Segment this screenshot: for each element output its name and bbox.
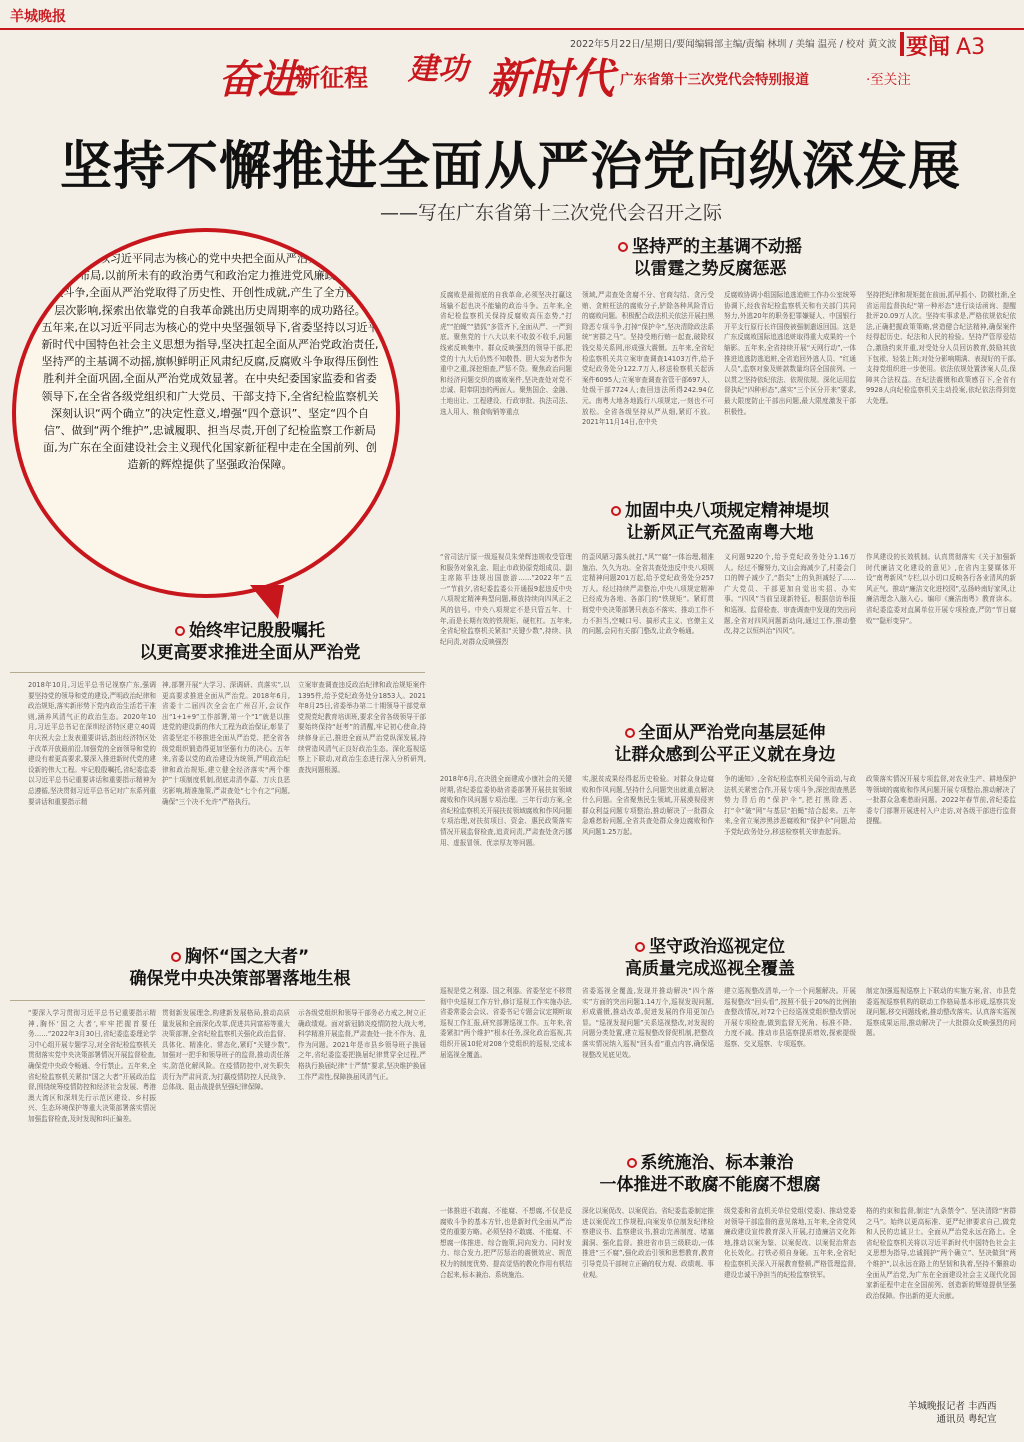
section-title-line-2: 让群众感到公平正义就在身边 xyxy=(614,745,836,765)
bubble-tail xyxy=(250,585,284,619)
body-column: 政策落实情况开展专项监督,对农业生产、耕地保护等领域的腐败和作风问题开展专项整治,推动解决了一批群众急难愁盼问题。2022年春节前,省纪委监委专门部署开展进村入户走访,对各级干部进行监督提醒。 xyxy=(866,775,1016,826)
banner-report-name: 广东省第十三次党代会特别报道 xyxy=(620,72,809,88)
section-tag xyxy=(906,30,985,61)
body-column: 示各级党组织和领导干部务必力戒之,树立正确政绩观。面对新冠肺炎疫情防控大战大考,科学精准开展监督,严肃查处一批不作为、乱作为问题。2021年是市县乡领导班子换届之年,省纪委监委把换届纪律贯穿全过程,严格执行换届纪律“十严禁”要求,坚决维护换届工作严肃性,保障换届风清气正。 xyxy=(298,1009,426,1081)
body-column: 一体推进不敢腐、不能腐、不想腐,不仅是反腐败斗争的基本方针,也是新时代全面从严治党的重要方略。必须坚持不敢腐、不能腐、不想腐一体推进、综合施策,同向发力、同时发力、综合发力,把严厉惩治的震慑效应、规范权力的制度优势、提高觉悟的教化作用有机结合起来,标本兼治、系统施治。 xyxy=(440,1207,572,1279)
lead-bubble xyxy=(12,228,400,598)
section-title-line-2: 高质量完成巡视全覆盖 xyxy=(625,959,795,979)
dateline: 2022年5月22日/星期日/要闻编辑部主编/责编 林圳 / 美编 温亮 / 校对 黄文波 xyxy=(570,39,897,50)
circle-bullet-icon xyxy=(627,1158,637,1168)
section-title-1 xyxy=(560,236,860,280)
section-title-line-1: 坚持严的主基调不动摇 xyxy=(560,236,860,258)
body-column: 省委巡视全覆盖,发现并推动解决“四个落实”方面的突出问题1.14万个,巡视发现问题,形成震慑,推动改革,促进发展的作用更加凸显。“巡视发现问题”关系巡视整改,对发现的问题分类处置,建立巡视整改督促机制,把整改落实情况纳入巡视“回头看”重点内容,确保巡视整改见底见效。 xyxy=(582,987,714,1059)
body-column: 争的通知》,全省纪检监察机关闻令而动,与政法机关紧密合作,开展专项斗争,深挖彻查黑恶势力背后的“保护伞”,把打黑除恶、打“伞”破“网”与基层“拍蝇”结合起来。五年来,全省立案涉黑涉恶腐败和“保护伞”问题,给予党纪政务处分,移送检察机关审查起诉。 xyxy=(724,775,856,836)
byline-reporter: 羊城晚报记者 丰西西 xyxy=(908,1401,997,1412)
body-column: 反腐败协调小组国际追逃追赃工作办公室统筹协调下,经我省纪检监察机关和有关部门共同努力,外逃20年的职务犯罪嫌疑人、中国银行开平支行原行长许国俊被强制遣返回国。这是广东反腐败国际追逃追赃取得重大成果的一个缩影。五年来,全省持续开展“天网行动”,一体推进追逃防逃追赃,全省追回外逃人员、“红通人员”,监察对象及赃款数量均居全国前列。一以贯之坚持依纪依法、依规依规。深化运用监督执纪“四种形态”,落实“三个区分开来”要求,最大限度防止干部出问题,最大限度激发干部积极性。 xyxy=(724,291,856,416)
section-title-line-2: 确保党中央决策部署落地生根 xyxy=(129,969,351,989)
circle-bullet-icon xyxy=(625,728,635,738)
body-column: 2018年6月,在决胜全面建成小康社会的关键时期,省纪委监委协助省委部署开展扶贫领域腐败和作风问题专项治理。三年行动方案,全省纪检监察机关开展扶贫领域腐败和作风问题专项治理,对扶贫项目、资金、惠民政策落实情况开展监督检查,追责问责,严肃查处贪污挪用、虚报冒领、优亲厚友等问题。 xyxy=(440,775,572,847)
circle-bullet-icon xyxy=(171,952,181,962)
masthead xyxy=(0,0,1024,110)
body-column: “省司法厅原一级巡视员朱荣辉违规收受管理和服务对象礼金、阻止市政协原党组成员、副主席陈平违规出国旅游……”2022年“五一”节前夕,省纪委监委公开通报9起违反中央八项规定精神典型问题,释放持续向四风正之风的信号。中央八项规定不是只管五年、十年,而是长期有效的铁规矩、硬杠杠。五年来,全省纪检监察机关紧扣“关键少数”,持续、执纪问责,对群众反映强烈 xyxy=(440,553,572,646)
section-title-line-1: 加固中央八项规定精神堤坝 xyxy=(560,500,880,522)
body-column: 的歪风陋习露头就打,“风”“腐”一体治理,精准施治、久久为功。全省共查处违反中央八项规定精神问题201万起,给予党纪政务处分257万人。经过持续严肃整治,中央八项规定精神已经成为各地、各部门的“铁规矩”。紧盯贯彻党中央决策部署只表态不落实、推动工作不力不担当,空喊口号、搞形式主义、官僚主义的问题,会同有关部门整改,让政令畅通。 xyxy=(582,553,714,636)
body-column: 领域,严肃查处贪腐不分、官商勾结、贪污受贿、贪赃枉法的腐败分子,铲除各种风险背后的腐败问题。积极配合政法机关依法开展扫黑除恶专项斗争,打掉“保护伞”,坚决清除政法系统“害群之马”。坚持受贿行贿一起查,破除权钱交易关系网,形成强大震慑。五年来,全省纪检监察机关共立案审查调查14103万件,给予党纪政务处分122.7万人,移送检察机关起诉案件6095人;立案审查调查省管干部697人、处级干部7724人;查回违法所得242.94亿元。南粤大地各地践行八项规定,一刻也不可放松。全省各级坚持从严从细,紧盯不放。2021年11月14日,在中央 xyxy=(582,291,714,427)
body-column: 建立巡视整改清单,一个一个问题解决。开展巡视整改“回头看”,按照不低于20%的比例抽查整改情况,对72个已经巡视党组织整改情况开展专项检查,做到监督无死角、标准不降、力度不减。推动市县巡察提质增效,探索提级巡察、交叉巡察、专项巡察。 xyxy=(724,987,856,1048)
section-title-line-1: 始终牢记殷殷嘱托 xyxy=(90,620,410,642)
body-column: 义问题9220个,给予党纪政务处分1.16万人。经过不懈努力,文山会海减少了,村委会门口的牌子减少了,“指尖”上的负担减轻了……广大党员、干部更加自觉出实招、办实事。“四风”当前呈现新特征。根据信访举报和巡视、监督检查、审查调查中发现的突出问题,全省对四风问题新动向,通过工作,推动整改,持之以恒纠治“四风”。 xyxy=(724,553,856,636)
lead-paragraph-1: 进入新时代,以习近平同志为核心的党中央把全面从严治党纳入“四个全面”战略布局,以前所未有的政治勇气和政治定力推进党风廉政建设和反腐败斗争,全面从严治党取得了历史性、开创性成就,产生了全方位、深层次影响,探索出依靠党的自我革命跳出历史周期率的成功路径。 xyxy=(40,252,380,317)
body-column: 作风建设的长效机制。认真贯彻落实《关于加强新时代廉洁文化建设的意见》,在省内主要媒体开设“南粤新风”专栏,以小切口反映各行各业清风的新风正气。推动“廉洁文化进校园”,弘扬岭南好家风,让廉洁理念入脑入心。编印《廉洁南粤》教育读本。省纪委监委对直属单位开展专项检查,严防“节日腐败”“隐形变异”。 xyxy=(866,553,1016,625)
banner-column: ·至关注 xyxy=(866,72,911,88)
banner-word-1: 奋进 xyxy=(218,56,298,103)
section-title-7 xyxy=(560,1152,860,1196)
byline xyxy=(908,1400,997,1426)
body-column: 2018年10月,习近平总书记视察广东,强调要坚持党的领导和党的建设,严明政治纪律和政治规矩,落实新形势下党内政治生活若干准则,涵养风清气正的政治生态。2020年10月,习近平总书记在深圳经济特区建立40周年庆祝大会上发表重要讲话,指出经济特区处于改革开放最前沿,加强党的全面领导和党的建设有着更高要求,要深入推进新时代党的建设新的伟大工程。牢记殷殷嘱托,省纪委监委以习近平总书记重要讲话和重要指示精神为总遵循,坚决贯彻习近平总书记对广东系列重要讲话和重要指示精 xyxy=(28,681,156,806)
section-title-6 xyxy=(560,936,860,980)
page-headline: 坚持不懈推进全面从严治党向纵深发展 xyxy=(60,137,962,197)
body-column: 深化以案促改、以案促治。省纪委监委制定推进以案促改工作规程,向案发单位制发纪律检察建议书、监察建议书,推动完善制度、堵塞漏洞、强化监督。推进省市县三级联动,一体推进“三不腐”,强化政治引领和思想教育,教育引导党员干部树立正确的权力观、政绩观、事业观。 xyxy=(582,1207,714,1279)
body-column: 立案审查调查违反政治纪律和政治规矩案件1395件,给予党纪政务处分1853人。2021年8月25日,省委举办第二十期领导干部党章党规党纪教育培训班,要求全省各级领导干部要始终保持“赶考”的清醒,牢记初心使命,持续修身正己,推进全面从严治党纵深发展,持续营造风清气正良好政治生态。深化巡视巡察上下联动,对政治生态进行深入分析研判,查找问题根源。 xyxy=(298,681,426,774)
body-column: “要深入学习贯彻习近平总书记重要指示精神,胸怀‘国之大者’,牢牢把握首要任务……”2022年3月30日,省纪委监委理论学习中心组开展专题学习,对全省纪检监察机关贯彻落实党中央决策部署情况开展监督检查,确保党中央政令畅通、令行禁止。五年来,全省纪检监察机关紧扣“国之大者”开展政治监督,围绕统筹疫情防控和经济社会发展、粤港澳大湾区和深圳先行示范区建设、乡村振兴、生态环境保护等重大决策部署落实情况加强监督检查,及时发现和纠正偏差。 xyxy=(28,1009,156,1123)
body-column: 神,部署开展“大学习、深调研、真落实”,以更高要求推进全面从严治党。2018年6月,省委十二届四次全会在广州召开,会议作出“1+1+9”工作部署,第一个“1”就是以推进党的建设新的伟大工程为政治保证,彰显了省委坚定不移推进全面从严治党、把全省各级党组织锻造得更加坚强有力的决心。五年来,省委以党的政治建设为统领,严明政治纪律和政治规矩,建立健全经济落实“两个维护”十项制度机制,彻底肃清李嘉、万庆良恶劣影响,精准施策,严肃查处“七个有之”问题,确保“三个决不允许”严格执行。 xyxy=(162,681,290,806)
page-subheadline: ——写在广东省第十三次党代会召开之际 xyxy=(380,202,723,224)
section-title-line-2: 以雷霆之势反腐惩恶 xyxy=(633,259,787,279)
section-title-line-1: 全面从严治党向基层延伸 xyxy=(560,722,890,744)
body-column: 级党委和省直机关单位党组(党委)、推动党委对领导干部监督的意见落地,五年来,全省党风廉政建设宣传教育深入开展,打造廉洁文化阵地,推动以案为鉴、以案促改、以案促治常态化长效化。打铁必须自身硬。五年来,全省纪检监察机关深入开展教育整顿,严格管理监督,建设忠诚干净担当的纪检监察铁军。 xyxy=(724,1207,856,1279)
body-column: 坚持把纪律和规矩挺在前面,抓早抓小、防微杜渐,全省运用监督执纪“第一种形态”进行谈话函询、提醒批评20.09万人次。坚持实事求是,严格依规依纪依法,正确把握政策策略,营造健合纪法精神,确保案件经得起历史、纪法和人民的检验。坚持严管厚爱结合,激励约束并重,对受处分人员回访教育,鼓励其放下包袱、轻装上阵;对处分影响期满、表现好的干部,支持党组织进一步使用。依法依规处置涉案人员,保障其合法权益。在纪法震慑和政策感召下,全省有9928人向纪检监察机关主动投案,依纪依法得到宽大处理。 xyxy=(866,291,1016,405)
circle-bullet-icon xyxy=(618,242,628,252)
page-number: A3 xyxy=(956,35,986,60)
banner-word-3: 建功 xyxy=(408,52,468,87)
circle-bullet-icon xyxy=(611,506,621,516)
section-title-5 xyxy=(70,946,410,990)
section-name: 要闻 xyxy=(906,35,951,60)
body-column: 贯彻新发展理念,构建新发展格局,推动高质量发展和全面深化改革,促进共同富裕等重大决策部署,全省纪检监察机关强化政治监督、具体化、精准化、常态化,紧盯“关键少数”,加强对一把手和领导班子的监督,推动责任落实,防范化解风险。在疫情防控中,对失职失责行为严肃问责,为打赢疫情防控人民战争、总体战、阻击战提供坚强纪律保障。 xyxy=(162,1009,290,1092)
divider xyxy=(10,1000,425,1001)
lead-paragraph-2: 五年来,在以习近平同志为核心的党中央坚强领导下,省委坚持以习近平新时代中国特色社会主义思想为指导,坚决扛起全面从严治党政治责任,坚持严的主基调不动摇,旗帜鲜明正风肃纪反腐,反腐败斗争取得压倒性胜利并全面巩固,全面从严治党成效显著。在中央纪委国家监委和省委领导下,在全省各级党组织和广大党员、干部支持下,全省纪检监察机关深刻认识“两个确立”的决定性意义,增强“四个意识”、坚定“四个自信”、做到“两个维护”,忠诚履职、担当尽责,开创了纪检监察工作新局面,为广东在全面建设社会主义现代化国家新征程中走在全国前列、创造新的辉煌提供了坚强政治保障。 xyxy=(41,320,379,472)
banner-word-2: 新征程 xyxy=(296,64,368,92)
body-column: 实,脱贫成果经得起历史检验。对群众身边腐败和作风问题,坚持什么问题突出就重点解决什么问题。全省聚焦民生领域,开展漠视侵害群众利益问题专项整治,推动解决了一批群众急难愁盼问题,全省共查处群众身边腐败和作风问题1.25万起。 xyxy=(582,775,714,836)
section-title-line-2: 以更高要求推进全面从严治党 xyxy=(139,643,361,663)
section-title-3 xyxy=(90,620,410,664)
section-title-line-1: 坚守政治巡视定位 xyxy=(560,936,860,958)
circle-bullet-icon xyxy=(175,626,185,636)
section-title-line-2: 一体推进不敢腐不能腐不想腐 xyxy=(599,1175,821,1195)
newspaper-logo: 羊城晚报 xyxy=(10,9,66,25)
section-title-line-1: 胸怀“国之大者” xyxy=(70,946,410,968)
divider xyxy=(10,672,425,673)
banner-word-4: 新时代 xyxy=(488,54,615,103)
top-rule xyxy=(0,28,1024,30)
circle-bullet-icon xyxy=(635,942,645,952)
section-title-4 xyxy=(560,722,890,766)
section-title-2 xyxy=(560,500,880,544)
byline-correspondent: 通讯员 粤纪宣 xyxy=(936,1414,997,1425)
body-column: 巡视是党之利器、国之利器。省委坚定不移贯彻中央巡视工作方针,修订巡视工作实施办法,省委常委会会议、省委书记专题会议定期听取巡视工作汇报,研究部署巡视工作。五年来,省委紧扣“两个维护”根本任务,深化政治巡视,共组织开展10轮对208个党组织的巡视,完成本届巡视全覆盖。 xyxy=(440,987,572,1059)
section-title-line-2: 让新风正气充盈南粤大地 xyxy=(626,523,814,543)
body-column: 反腐败是最彻底的自我革命,必须坚决打赢这场输不起也决不能输的政治斗争。五年来,全省纪检监察机关保持反腐败高压态势,“打虎”“拍蝇”“猎狐”多管齐下,全面从严、一严到底。聚焦党的十八大以来不收敛不收手,问题线索反映集中、群众反映强烈的领导干部,把党的十九大后仍然不知敬畏、胆大妄为者作为重中之重,深挖细查,严惩不贷。聚焦政治问题和经济问题交织的腐败案件,坚决查处对党不忠诚、阳奉阴违的两面人。聚焦国企、金融、土地出让、工程建设、行政审批、执法司法、选人用人、粮食购销等重点 xyxy=(440,291,572,416)
lead-text xyxy=(38,250,382,474)
body-column: 制定加强巡视巡察上下联动的实施方案,省、市县党委巡视巡察机构的联动工作格局基本形成,巡察共发现问题,移交问题线索,推动整改落实。认真落实巡视巡察成果运用,推动解决了一大批群众反映强烈的问题。 xyxy=(866,987,1016,1038)
section-title-line-1: 系统施治、标本兼治 xyxy=(560,1152,860,1174)
section-bar xyxy=(900,32,904,56)
body-column: 格的约束和监督,制定“九条禁令”、坚决清除“害群之马”。始终以更高标准、更严纪律要求自己,做党和人民的忠诚卫士。全面从严治党永远在路上。全省纪检监察机关将以习近平新时代中国特色社会主义思想为指导,忠诚拥护“两个确立”、坚决做到“两个维护”,以永远在路上的坚韧和执着,坚持不懈推动全面从严治党,为广东在全面建设社会主义现代化国家新征程中走在全国前列、创造新的辉煌提供坚强政治保障。作出新的更大贡献。 xyxy=(866,1207,1016,1300)
